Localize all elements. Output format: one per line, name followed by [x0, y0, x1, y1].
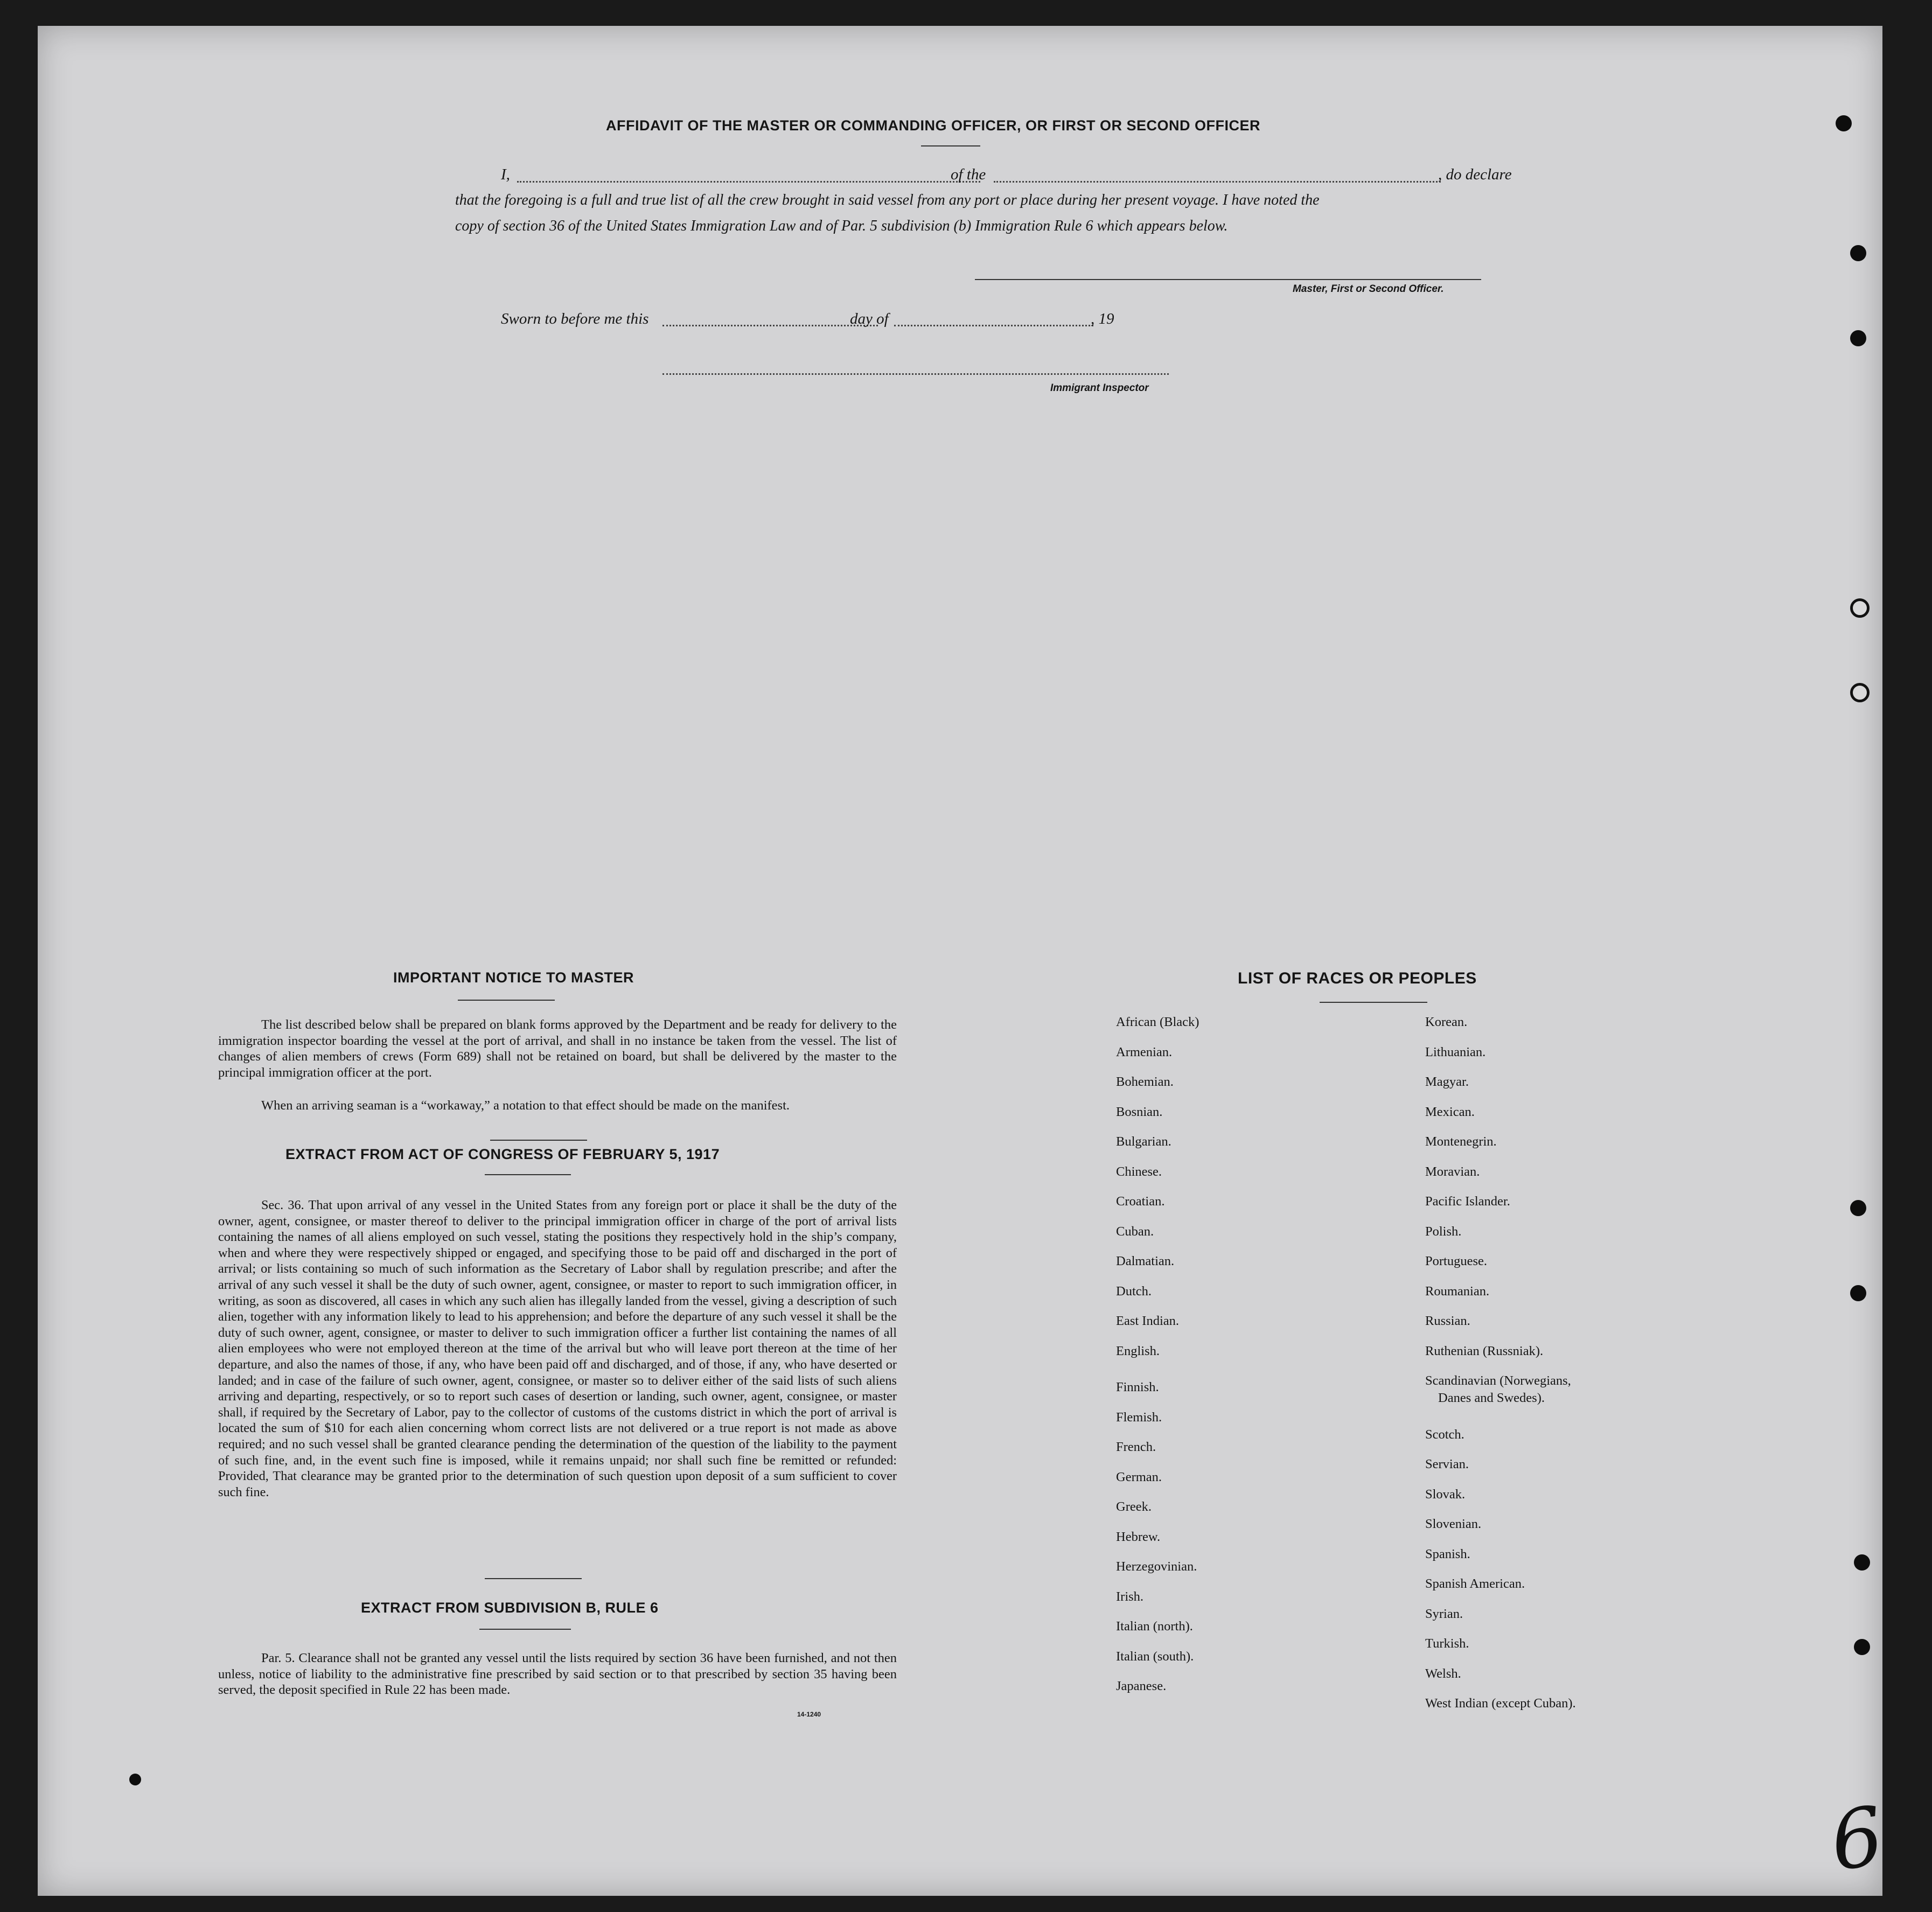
master-signature-line[interactable] [975, 279, 1481, 280]
race-item: Bulgarian. [1116, 1134, 1171, 1149]
punch-hole [1854, 1639, 1870, 1655]
affidavit-line2: that the foregoing is a full and true list of all the crew brought in said vessel from any port or place during her present voyage. I have noted the [455, 192, 1320, 208]
handwritten-page-number: 6 [1825, 1789, 1889, 1889]
race-item: French. [1116, 1440, 1156, 1454]
sworn-day-blank[interactable] [662, 325, 878, 326]
affidavit-line3: copy of section 36 of the United States Immigration Law and of Par. 5 subdivision (b) Immigration Rule 6 which appears below. [455, 218, 1228, 234]
race-item: Servian. [1425, 1457, 1469, 1471]
punch-hole [1850, 245, 1866, 261]
race-item: Magyar. [1425, 1074, 1469, 1089]
race-item: Cuban. [1116, 1224, 1154, 1239]
notice-end-rule [490, 1140, 587, 1141]
race-item: Welsh. [1425, 1666, 1461, 1681]
rule-extract-title: EXTRACT FROM SUBDIVISION B, RULE 6 [361, 1600, 659, 1616]
race-item: Slovak. [1425, 1487, 1466, 1502]
race-item: Russian. [1425, 1314, 1470, 1328]
notice-paragraph-2: When an arriving seaman is a “workaway,” a notation to that effect should be made on the manifest. [261, 1098, 790, 1113]
manifest-sheet [38, 26, 1889, 1896]
race-item: Herzegovinian. [1116, 1559, 1197, 1574]
sworn-month-blank[interactable] [894, 325, 1093, 326]
sworn-day-of: day of [850, 310, 889, 327]
punch-hole [1850, 598, 1870, 618]
rule-rule [479, 1629, 571, 1630]
race-item: West Indian (except Cuban). [1425, 1696, 1576, 1711]
race-item: Spanish. [1425, 1546, 1470, 1561]
master-signature-caption: Master, First or Second Officer. [1293, 283, 1444, 295]
race-item: Ruthenian (Russniak). [1425, 1343, 1544, 1358]
race-item: Armenian. [1116, 1044, 1173, 1059]
notice-paragraph-1: The list described below shall be prepared on blank forms approved by the Department and be ready for delivery to the immigration inspector boarding the vessel at the port of arrival, and shall in no instance be taken from the vessel. The list of changes of alien members of crews (Form 689) shall not be retained on board, but shall be delivered by the master to the principal immigration officer at the port. [218, 1017, 897, 1080]
punch-hole [1836, 115, 1852, 131]
race-item: Slovenian. [1425, 1517, 1482, 1531]
sworn-text: Sworn to before me this [501, 310, 649, 327]
race-item: Moravian. [1425, 1164, 1480, 1179]
rule-extract-text: Par. 5. Clearance shall not be granted any vessel until the lists required by section 36 have been furnished, and not then unless, notice of liability to the administrative fine prescribed by said section or to that prescribed by section 35 having been served, the deposit specified in Rule 22 has been made. [218, 1651, 897, 1697]
race-item: Korean. [1425, 1015, 1468, 1029]
race-item: Turkish. [1425, 1636, 1469, 1651]
affidavit-i: I, [501, 166, 510, 183]
race-item: Italian (north). [1116, 1619, 1193, 1634]
affidavit-of-the: of the [951, 166, 986, 183]
punch-hole [1854, 1554, 1870, 1571]
notice-rule [458, 1000, 555, 1001]
race-item: Chinese. [1116, 1164, 1162, 1179]
punch-hole [1850, 1200, 1866, 1216]
sworn-year: , 19 [1091, 310, 1114, 327]
race-item: Syrian. [1425, 1606, 1463, 1621]
race-item: Pacific Islander. [1425, 1194, 1510, 1209]
race-item: Lithuanian. [1425, 1044, 1486, 1059]
act-extract-title: EXTRACT FROM ACT OF CONGRESS OF FEBRUARY 5, 1917 [285, 1146, 720, 1162]
race-item: Montenegrin. [1425, 1134, 1497, 1149]
bleed-through-header [1330, 117, 1470, 142]
affidavit-declare: , do declare [1438, 166, 1512, 183]
race-item: Irish. [1116, 1589, 1144, 1604]
punch-hole [1850, 683, 1870, 702]
race-item: Greek. [1116, 1499, 1152, 1514]
race-item: Japanese. [1116, 1679, 1167, 1693]
race-item: Dalmatian. [1116, 1254, 1175, 1268]
inspector-signature-line[interactable] [662, 373, 1169, 375]
race-item: English. [1116, 1343, 1160, 1358]
punch-hole [1850, 1285, 1866, 1301]
vessel-blank[interactable] [994, 181, 1441, 183]
race-item: Roumanian. [1425, 1283, 1490, 1299]
race-item: Portuguese. [1425, 1254, 1487, 1268]
race-item: German. [1116, 1469, 1162, 1484]
race-item: Spanish American. [1425, 1576, 1525, 1591]
act-extract-text: Sec. 36. That upon arrival of any vessel in the United States from any foreign port or place it shall be the duty of the owner, agent, consignee, or master thereof to deliver to the principal immigration officer in charge of the port of arrival lists containing the names of all aliens employed on such vessel, stating the positions they respectively hold in the ship’s company, when and where they were respectively shipped or engaged, and specifying those to be paid off and discharged in the port of arrival; or lists containing so much of such information as the Secretary of Labor shall by regulation prescribe; and after the arrival of any such vessel it shall be the duty of such owner, agent, consignee, or master to report to such immigration officer, in writing, as soon as discovered, all cases in which any such alien has illegally landed from the vessel, giving a description of such alien, together with any information likely to lead to his apprehension; and before the departure of any such vessel it shall be the duty of such owner, agent, consignee, or master to deliver to such immigration officer a further list containing the names of all alien employees who were not employed thereon at the time of the arrival but who will leave port thereon at the time of her departure, and also the names of those, if any, who have been paid off and discharged, and of those, if any, who have deserted or landed; and in case of the failure of such owner, agent, consignee, or master so to deliver either of the said lists of such aliens arriving and departing, respectively, or so to report such cases of desertion or landing, such owner, agent, consignee, or master shall, if required by the Secretary of Labor, pay to the collector of customs of the customs district in which the port of arrival is located the sum of $10 for each alien concerning whom correct lists are not delivered or a true report is not made as above required; and no such vessel shall be granted clearance pending the determination of the question of the liability to the payment of such fine, and, in the event such fine is imposed, while it remains unpaid; nor shall such fine be remitted or refunded: Provided, That clearance may be granted prior to the determination of such question upon deposit of a sum sufficient to cover such fine. [218, 1198, 897, 1499]
race-item: Danes and Swedes). [1438, 1391, 1545, 1405]
punch-hole [1850, 330, 1866, 346]
race-item: Italian (south). [1116, 1649, 1194, 1664]
race-item: Croatian. [1116, 1194, 1165, 1209]
ink-blot [129, 1774, 141, 1785]
race-item: Scandinavian (Norwegians, [1425, 1373, 1571, 1388]
race-item: Hebrew. [1116, 1529, 1161, 1544]
race-item: African (Black) [1116, 1015, 1199, 1029]
act-rule [485, 1174, 571, 1175]
notice-title: IMPORTANT NOTICE TO MASTER [393, 969, 634, 986]
name-blank[interactable] [517, 181, 980, 183]
races-rule [1320, 1002, 1427, 1003]
race-item: Polish. [1425, 1224, 1462, 1239]
form-number: 14-1240 [797, 1711, 821, 1718]
title-rule [921, 145, 980, 146]
act-end-rule [485, 1578, 582, 1579]
race-item: Bohemian. [1116, 1074, 1174, 1089]
affidavit-title: AFFIDAVIT OF THE MASTER OR COMMANDING OFFICER, OR FIRST OR SECOND OFFICER [606, 117, 1260, 134]
races-title: LIST OF RACES OR PEOPLES [1238, 969, 1477, 987]
race-item: Finnish. [1116, 1380, 1159, 1394]
race-item: Bosnian. [1116, 1104, 1163, 1119]
race-item: Mexican. [1425, 1104, 1475, 1119]
race-item: Dutch. [1116, 1283, 1152, 1299]
race-item: East Indian. [1116, 1314, 1180, 1328]
inspector-caption: Immigrant Inspector [1050, 382, 1149, 394]
race-item: Flemish. [1116, 1409, 1162, 1425]
race-item: Scotch. [1425, 1427, 1464, 1442]
